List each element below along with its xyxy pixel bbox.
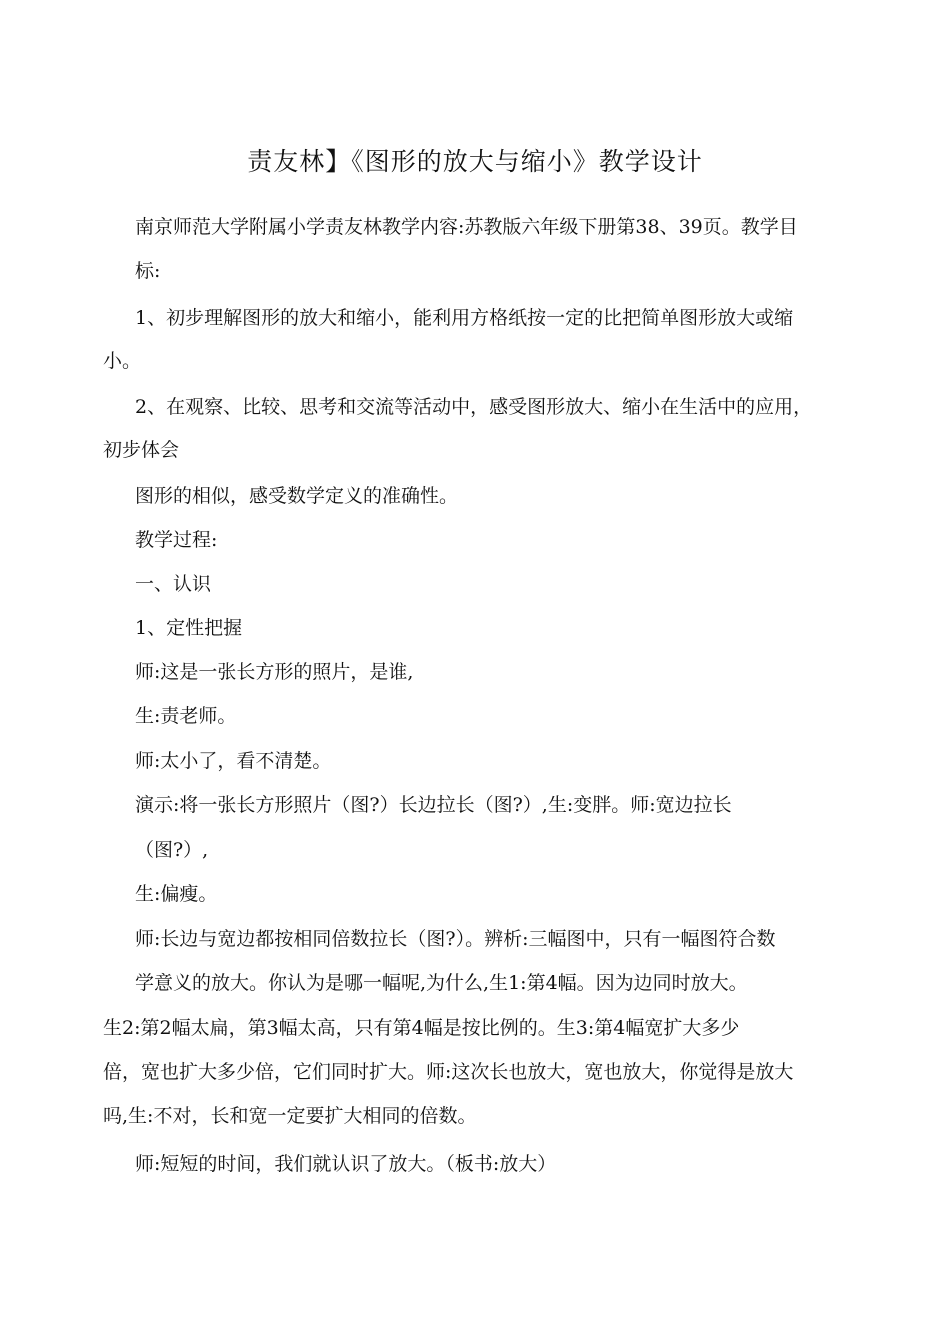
text-line: 南京师范大学附属小学责友林教学内容:苏教版六年级下册第38、39页。教学目 [135,216,798,238]
text-line: 师:短短的时间，我们就认识了放大。（板书:放大） [135,1153,557,1175]
text-line: 师:这是一张长方形的照片，是谁, [135,661,414,683]
text-line: 一、认识 [135,573,212,595]
text-line: （图?）, [135,839,209,861]
text-line: 初步体会 [103,439,180,461]
text-line: 师:长边与宽边都按相同倍数拉长（图?）。辨析:三幅图中，只有一幅图符合数 [135,928,776,950]
text-line: 小。 [103,350,142,372]
text-line: 1、定性把握 [135,617,243,639]
text-line: 生2:第2幅太扁，第3幅太高，只有第4幅是按比例的。生3:第4幅宽扩大多少 [103,1017,740,1039]
text-line: 倍，宽也扩大多少倍，它们同时扩大。师:这次长也放大，宽也放大，你觉得是放大 [103,1061,794,1083]
text-line: 2、在观察、比较、思考和交流等活动中，感受图形放大、缩小在生活中的应用， [135,396,813,418]
text-line: 图形的相似，感受数学定义的准确性。 [135,485,459,507]
text-line: 吗,生:不对，长和宽一定要扩大相同的倍数。 [103,1105,477,1127]
text-line: 1、初步理解图形的放大和缩小，能利用方格纸按一定的比把简单图形放大或缩 [135,307,794,329]
text-line: 生:偏瘦。 [135,883,218,905]
text-line: 教学过程: [135,529,218,551]
text-line: 演示:将一张长方形照片（图?）长边拉长（图?）,生:变胖。师:宽边拉长 [135,794,732,816]
text-line: 师:太小了，看不清楚。 [135,750,332,772]
document-title: 责友林】《图形的放大与缩小》教学设计 [247,147,703,176]
text-line: 标: [135,260,161,282]
text-line: 学意义的放大。你认为是哪一幅呢,为什么,生1:第4幅。因为边同时放大。 [135,972,748,994]
text-line: 生:责老师。 [135,705,237,727]
